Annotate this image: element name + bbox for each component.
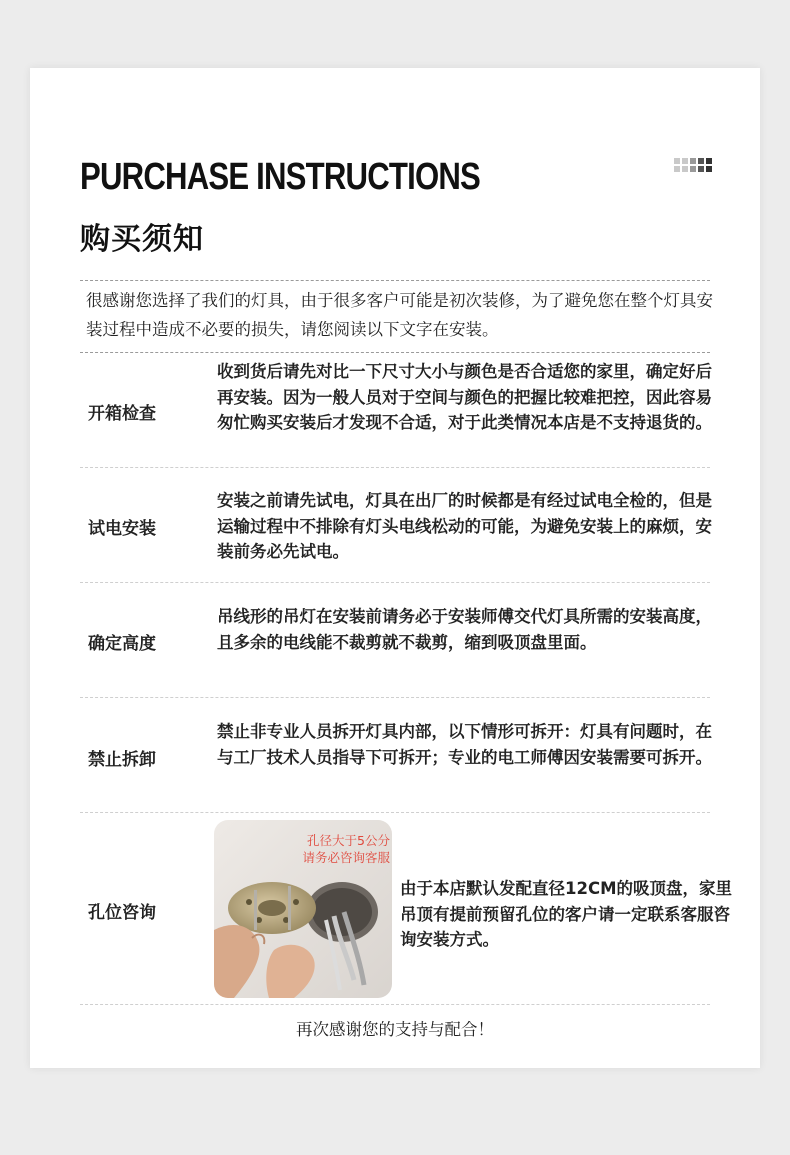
- photo-warning-note: [302, 832, 390, 866]
- divider: [80, 812, 710, 813]
- section-text-no-disassembly: 禁止非专业人员拆开灯具内部，以下情形可拆开：灯具有问题时，在与工厂技术人员指导下可拆开；专业的电工师傅因安装需要可拆开。: [217, 722, 712, 767]
- page-title-english: PURCHASE INSTRUCTIONS: [80, 156, 481, 198]
- instructions-card: [30, 68, 760, 1068]
- intro-paragraph: 很感谢您选择了我们的灯具，由于很多客户可能是初次装修，为了避免您在整个灯具安装过程中造成不必要的损失，请您阅读以下文字在安装。: [86, 291, 713, 339]
- page-title-chinese: 购买须知: [80, 222, 204, 257]
- section-text-unboxing-check: 收到货后请先对比一下尺寸大小与颜色是否合适您的家里，确定好后再安装。因为一般人员对于空间与颜色的把握比较难把控，因此容易匆忙购买安装后才发现不合适，对于此类情况本店是不支持退货的。: [217, 362, 712, 432]
- photo-warning-line-2: 请务必咨询客服: [302, 850, 390, 865]
- section-text-power-test: 安装之前请先试电，灯具在出厂的时候都是有经过试电全检的，但是运输过程中不排除有灯头电线松动的可能，为避免安装上的麻烦，安装前务必先试电。: [217, 491, 712, 561]
- section-label-no-disassembly: 禁止拆卸: [88, 750, 156, 770]
- photo-warning-line-1: 孔径大于5公分: [307, 833, 390, 848]
- divider: [80, 582, 710, 583]
- section-label-unboxing-check: 开箱检查: [88, 404, 156, 424]
- section-label-height: 确定高度: [88, 634, 156, 654]
- dot-grid-icon: [674, 158, 708, 172]
- section-label-hole-consult: 孔位咨询: [88, 903, 156, 923]
- section-text-hole-consult: 由于本店默认发配直径12CM的吸顶盘，家里吊顶有提前预留孔位的客户请一定联系客服咨询安装方式。: [400, 879, 732, 949]
- divider: [80, 352, 710, 353]
- section-label-power-test: 试电安装: [88, 519, 156, 539]
- divider: [80, 697, 710, 698]
- thank-you-footer: 再次感谢您的支持与配合！: [296, 1020, 494, 1039]
- divider: [80, 1004, 710, 1005]
- divider: [80, 280, 710, 281]
- ceiling-mount-photo: [214, 820, 392, 998]
- divider: [80, 467, 710, 468]
- section-text-height: 吊线形的吊灯在安装前请务必于安装师傅交代灯具所需的安装高度，且多余的电线能不裁剪就不裁剪，缩到吸顶盘里面。: [217, 607, 712, 652]
